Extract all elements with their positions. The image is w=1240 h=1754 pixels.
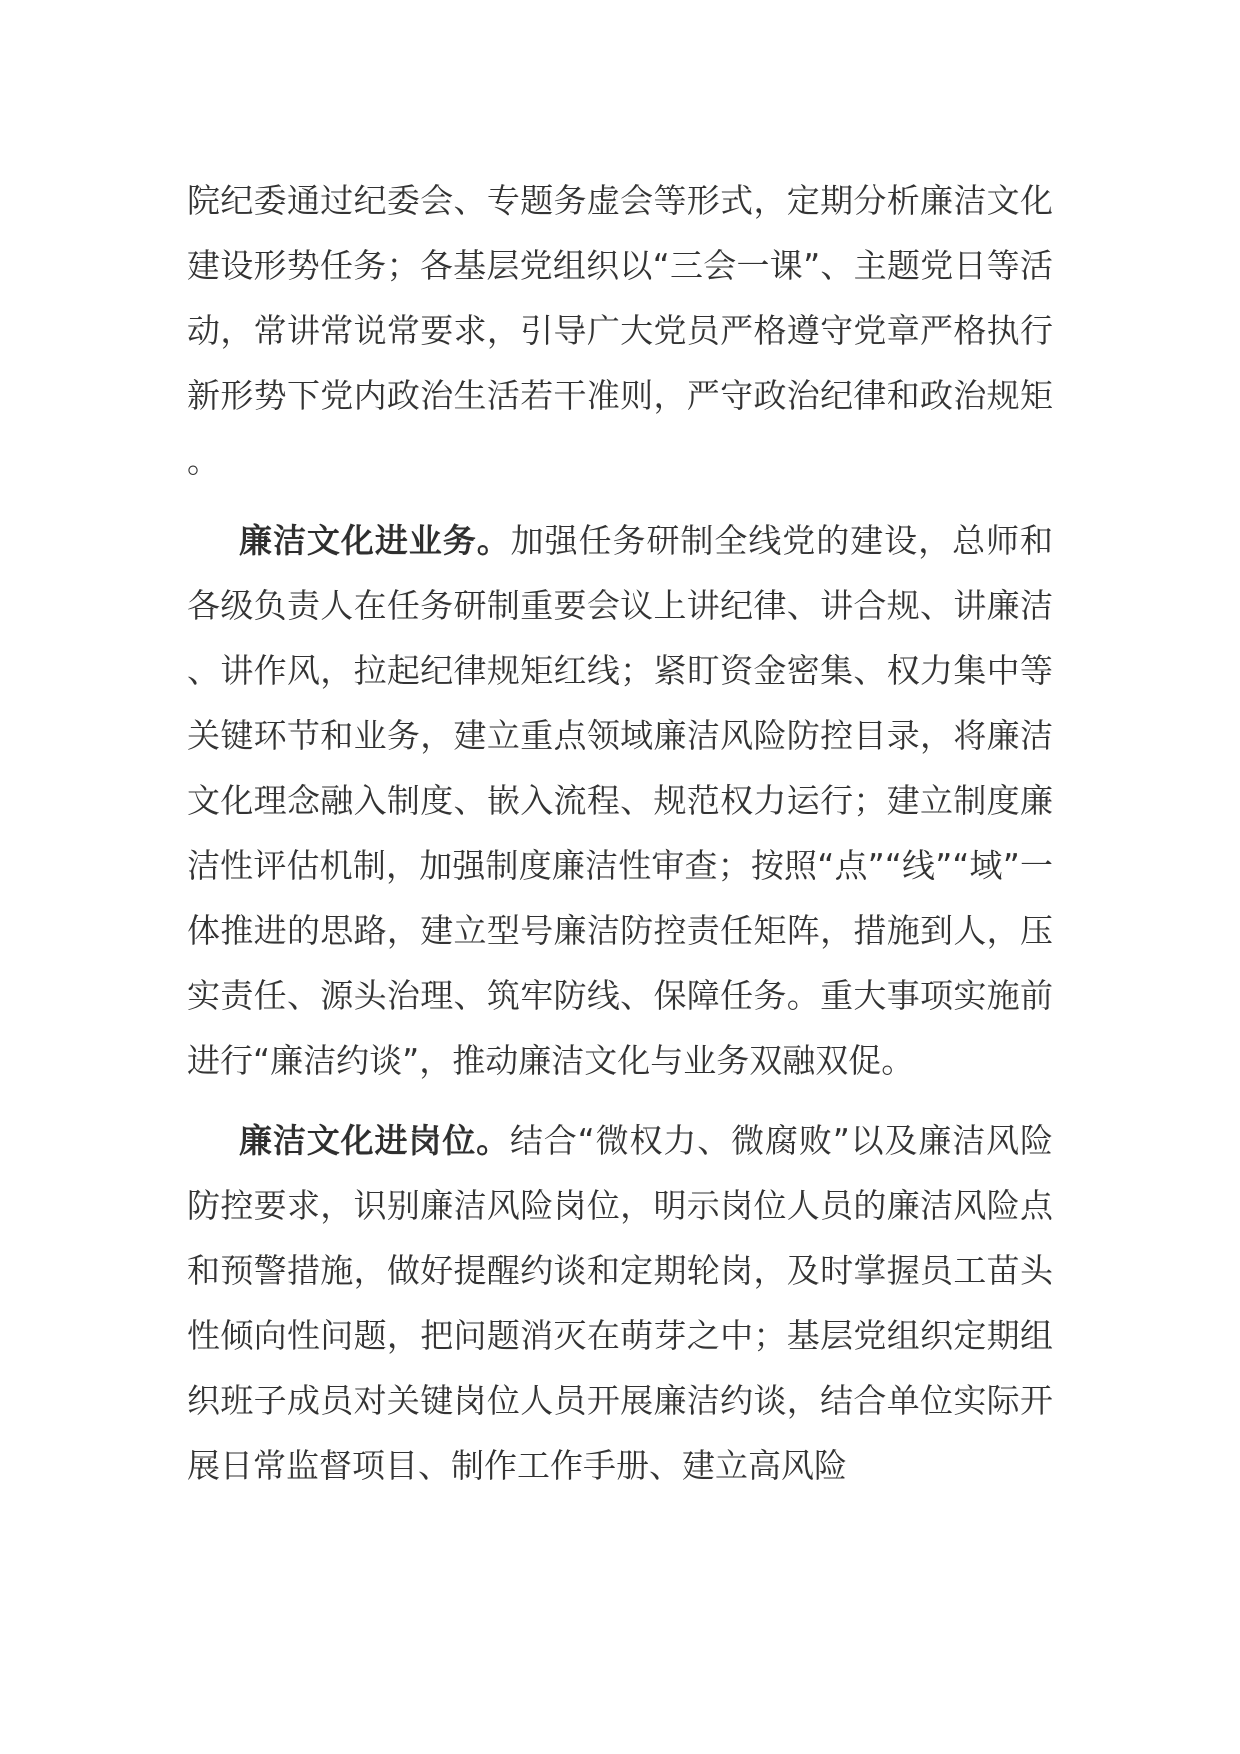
paragraph-integrity-in-business [187, 508, 1053, 1093]
paragraph-text: 结合“微权力、微腐败”以及廉洁风险防控要求，识别廉洁风险岗位，明示岗位人员的廉洁风险点和预警措施，做好提醒约谈和定期轮岗，及时掌握员工苗头性倾向性问题，把问题消灭在萌芽之中；基层党组织定期组织班子成员对关键岗位人员开展廉洁约谈，结合单位实际开展日常监督项目、制作工作手册、建立高风险 [187, 1121, 1053, 1485]
paragraph-text: 院纪委通过纪委会、专题务虚会等形式，定期分析廉洁文化建设形势任务；各基层党组织以“三会一课”、主题党日等活动，常讲常说常要求，引导广大党员严格遵守党章严格执行新形势下党内政治生活若干准则，严守政治纪律和政治规矩。 [187, 181, 1053, 480]
paragraph-integrity-in-posts [187, 1108, 1053, 1498]
paragraph-heading: 廉洁文化进岗位。 [239, 1121, 510, 1160]
paragraph-text: 加强任务研制全线党的建设，总师和各级负责人在任务研制重要会议上讲纪律、讲合规、讲廉洁、讲作风，拉起纪律规矩红线；紧盯资金密集、权力集中等关键环节和业务，建立重点领域廉洁风险防控目录，将廉洁文化理念融入制度、嵌入流程、规范权力运行；建立制度廉洁性评估机制，加强制度廉洁性审查；按照“点”“线”“域”一体推进的思路，建立型号廉洁防控责任矩阵，措施到人，压实责任、源头治理、筑牢防线、保障任务。重大事项实施前进行“廉洁约谈”，推动廉洁文化与业务双融双促。 [187, 521, 1054, 1080]
paragraph-heading: 廉洁文化进业务。 [239, 521, 511, 560]
paragraph-continuation [187, 168, 1053, 493]
document-page [187, 168, 1053, 1513]
